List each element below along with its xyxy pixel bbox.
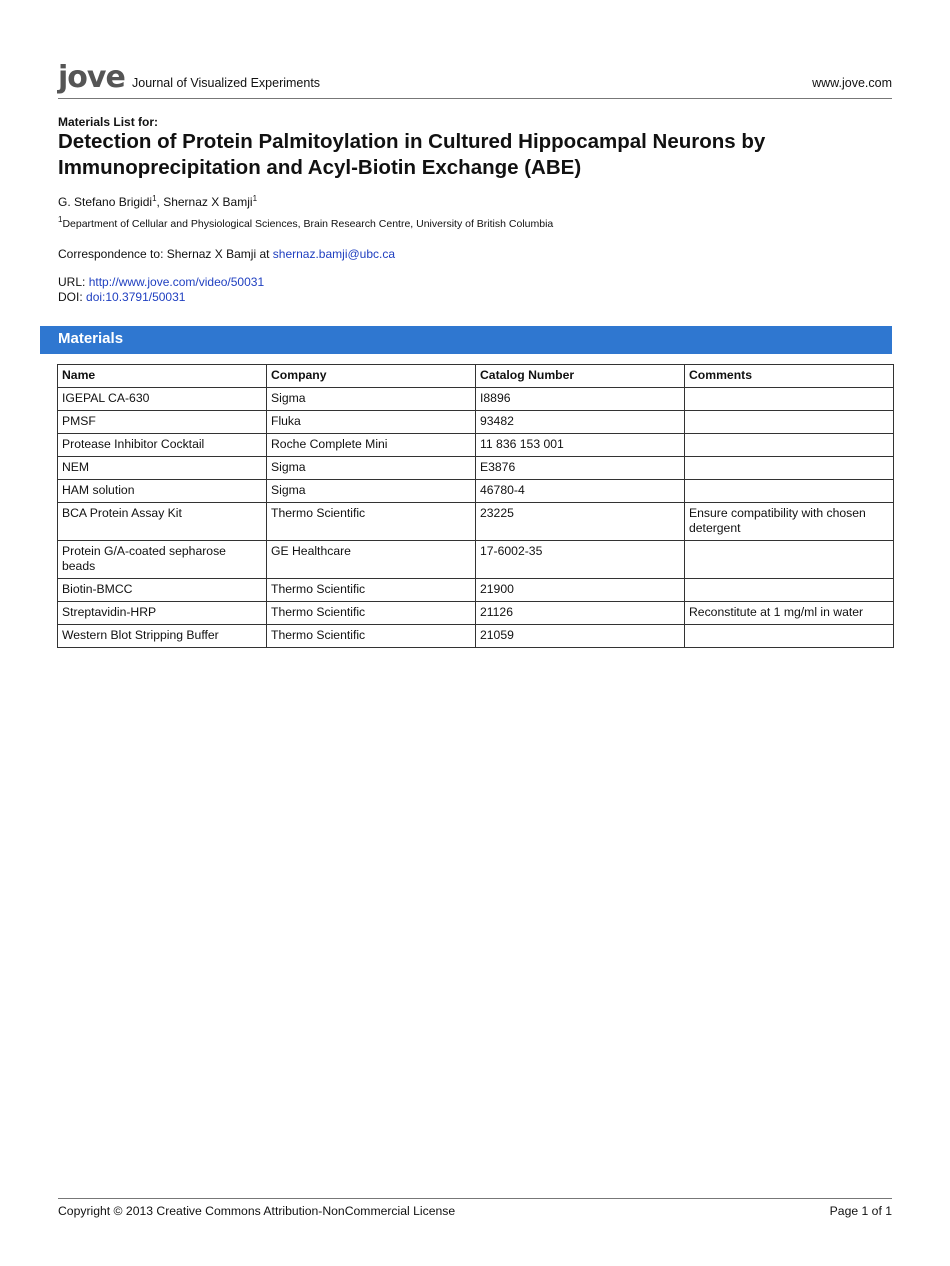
correspondence-email-link[interactable]: shernaz.bamji@ubc.ca [272, 247, 396, 261]
column-header-name: Name [58, 365, 267, 388]
cell-comments [685, 579, 894, 602]
table-row [58, 579, 894, 602]
cell-comments: Reconstitute at 1 mg/ml in water [685, 602, 894, 625]
cell-comments [685, 625, 894, 648]
cell-comments [685, 388, 894, 411]
table-row [58, 411, 894, 434]
table-row [58, 388, 894, 411]
table-row [58, 434, 894, 457]
column-header-company: Company [267, 365, 476, 388]
cell-catalog-number: E3876 [476, 457, 685, 480]
cell-catalog-number: 17-6002-35 [476, 541, 685, 579]
correspondence-label: Correspondence to: Shernaz X Bamji at [58, 247, 273, 261]
cell-name: Biotin-BMCC [58, 579, 267, 602]
cell-comments [685, 434, 894, 457]
affiliation-text: Department of Cellular and Physiological Sciences, Brain Research Centre, University of British Columbia [62, 218, 554, 230]
cell-catalog-number: I8896 [476, 388, 685, 411]
cell-comments [685, 457, 894, 480]
table-row [58, 625, 894, 648]
author-affiliation-marker: 1 [252, 194, 258, 203]
url-label: URL: [58, 275, 89, 289]
cell-comments [685, 411, 894, 434]
cell-company: Sigma [267, 480, 476, 503]
cell-name: NEM [58, 457, 267, 480]
cell-catalog-number: 93482 [476, 411, 685, 434]
cell-name: PMSF [58, 411, 267, 434]
journal-name: Journal of Visualized Experiments [132, 76, 321, 90]
doi-label: DOI: [58, 290, 87, 304]
materials-list-kicker: Materials List for: [58, 115, 159, 129]
table-row [58, 541, 894, 579]
cell-name: BCA Protein Assay Kit [58, 503, 267, 541]
article-title: Detection of Protein Palmitoylation in Cultured Hippocampal Neurons by Immunoprecipitation and Acyl-Biotin Exchange (ABE) [58, 130, 766, 179]
copyright-notice: Copyright © 2013 Creative Commons Attribution-NonCommercial License [58, 1204, 456, 1218]
cell-name: IGEPAL CA-630 [58, 388, 267, 411]
cell-company: GE Healthcare [267, 541, 476, 579]
cell-company: Sigma [267, 457, 476, 480]
author-separator: , [156, 195, 164, 209]
cell-company: Thermo Scientific [267, 602, 476, 625]
author-name: Shernaz X Bamji [163, 195, 253, 209]
cell-catalog-number: 23225 [476, 503, 685, 541]
cell-catalog-number: 46780-4 [476, 480, 685, 503]
cell-company: Roche Complete Mini [267, 434, 476, 457]
cell-company: Thermo Scientific [267, 625, 476, 648]
page-footer [58, 1198, 892, 1218]
table-row [58, 503, 894, 541]
column-header-catalog-number: Catalog Number [476, 365, 685, 388]
table-header-row [58, 365, 894, 388]
table-row [58, 602, 894, 625]
cell-name: Protease Inhibitor Cocktail [58, 434, 267, 457]
affiliation-marker: 1 [58, 215, 63, 224]
page-header [58, 60, 892, 99]
article-doi-link[interactable]: doi:10.3791/50031 [86, 290, 186, 304]
cell-comments: Ensure compatibility with chosen detergent [685, 503, 894, 541]
materials-section-header: Materials [40, 326, 892, 354]
article-url [58, 275, 264, 289]
article-doi [58, 290, 185, 304]
author-list [58, 195, 257, 209]
correspondence [58, 247, 395, 261]
table-row [58, 480, 894, 503]
cell-catalog-number: 11 836 153 001 [476, 434, 685, 457]
affiliation [58, 215, 554, 230]
materials-table [57, 364, 894, 648]
cell-name: Streptavidin-HRP [58, 602, 267, 625]
site-url: www.jove.com [812, 76, 892, 90]
cell-company: Thermo Scientific [267, 503, 476, 541]
cell-name: Protein G/A-coated sepharose beads [58, 541, 267, 579]
article-url-link[interactable]: http://www.jove.com/video/50031 [88, 275, 265, 289]
cell-catalog-number: 21059 [476, 625, 685, 648]
author-affiliation-marker: 1 [152, 194, 157, 203]
cell-name: HAM solution [58, 480, 267, 503]
author-name: G. Stefano Brigidi [58, 195, 153, 209]
cell-catalog-number: 21900 [476, 579, 685, 602]
cell-company: Fluka [267, 411, 476, 434]
page-number: Page 1 of 1 [829, 1204, 892, 1218]
column-header-comments: Comments [685, 365, 894, 388]
cell-name: Western Blot Stripping Buffer [58, 625, 267, 648]
cell-comments [685, 480, 894, 503]
cell-catalog-number: 21126 [476, 602, 685, 625]
jove-logo[interactable]: jove [58, 60, 125, 95]
table-row [58, 457, 894, 480]
cell-company: Thermo Scientific [267, 579, 476, 602]
cell-comments [685, 541, 894, 579]
cell-company: Sigma [267, 388, 476, 411]
